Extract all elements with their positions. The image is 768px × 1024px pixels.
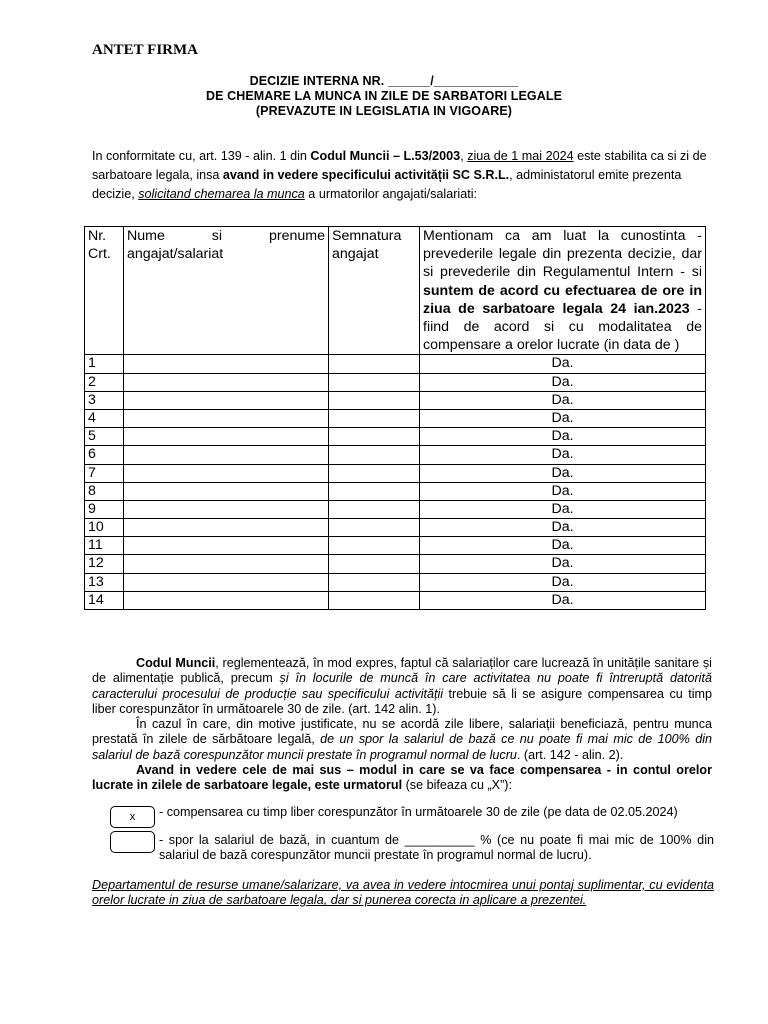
signature-cell[interactable] <box>329 482 420 500</box>
table-row <box>85 409 706 427</box>
signature-cell[interactable] <box>329 573 420 591</box>
signature-cell[interactable] <box>329 537 420 555</box>
option-salary-bonus-label: - spor la salariul de bază, in cuantum de __________ % (ce nu poate fi mai mic de 100% din salariul de bază corespunzător muncii prestate în programul normal de lucru). <box>159 833 714 863</box>
agreement-cell: Da. <box>420 555 706 573</box>
option-time-off-label: - compensarea cu timp liber corespunzător în următoarele 30 de zile (pe data de 02.05.2024) <box>159 805 678 819</box>
employee-name-cell[interactable] <box>124 464 329 482</box>
header-name: Nume si prenume angajat/salariat <box>124 227 329 355</box>
table-row <box>85 464 706 482</box>
employee-name-cell[interactable] <box>124 555 329 573</box>
table-row <box>85 573 706 591</box>
employee-name-cell[interactable] <box>124 519 329 537</box>
employees-table <box>84 226 706 610</box>
agreement-cell: Da. <box>420 409 706 427</box>
paragraph-art-142-2: În cazul în care, din motive justificate, nu se acordă zile libere, salariații beneficiază, pentru munca prestată în zilele de sărbătoare legală, de un spor la salariul de bază ce nu poate fi mai mic de 100% din salariul de bază corespunzător muncii prestate în programul normal de lucru. (art. 142 - alin. 2). <box>92 717 712 762</box>
agreement-cell: Da. <box>420 464 706 482</box>
employee-name-cell[interactable] <box>124 482 329 500</box>
row-number: 3 <box>85 391 124 409</box>
agreement-cell: Da. <box>420 573 706 591</box>
agreement-cell: Da. <box>420 537 706 555</box>
agreement-cell: Da. <box>420 591 706 609</box>
row-number: 8 <box>85 482 124 500</box>
table-row <box>85 591 706 609</box>
row-number: 10 <box>85 519 124 537</box>
hr-department-note: Departamentul de resurse umane/salarizare, va avea in vedere intocmirea unui pontaj suplimentar, cu evidenta orelor lucrate in ziua de sarbatoare legala, dar si punerea corecta in aplicare a prezentei. <box>92 878 714 908</box>
decision-title: DECIZIE INTERNA NR. ______/____________ <box>249 74 519 88</box>
employee-name-cell[interactable] <box>124 446 329 464</box>
agreement-cell: Da. <box>420 500 706 518</box>
agreement-cell: Da. <box>420 446 706 464</box>
header-signature: Semnatura angajat <box>329 227 420 355</box>
employee-name-cell[interactable] <box>124 573 329 591</box>
signature-cell[interactable] <box>329 373 420 391</box>
table-row <box>85 519 706 537</box>
agreement-cell: Da. <box>420 391 706 409</box>
signature-cell[interactable] <box>329 355 420 373</box>
table-row <box>85 446 706 464</box>
agreement-cell: Da. <box>420 519 706 537</box>
signature-cell[interactable] <box>329 519 420 537</box>
table-row <box>85 482 706 500</box>
signature-cell[interactable] <box>329 555 420 573</box>
agreement-cell: Da. <box>420 482 706 500</box>
table-row <box>85 391 706 409</box>
table-row <box>85 428 706 446</box>
signature-cell[interactable] <box>329 409 420 427</box>
row-number: 14 <box>85 591 124 609</box>
row-number: 12 <box>85 555 124 573</box>
signature-cell[interactable] <box>329 500 420 518</box>
option-time-off-checkbox[interactable]: x <box>110 806 155 828</box>
row-number: 2 <box>85 373 124 391</box>
table-row <box>85 537 706 555</box>
row-number: 11 <box>85 537 124 555</box>
row-number: 1 <box>85 355 124 373</box>
signature-cell[interactable] <box>329 591 420 609</box>
paragraph-compensation-mode: Avand in vedere cele de mai sus – modul in care se va face compensarea - in contul orelor lucrate in zilele de sarbatoare legale, este urmatorul (se bifeaza cu „X”): <box>92 763 712 793</box>
row-number: 13 <box>85 573 124 591</box>
employee-name-cell[interactable] <box>124 500 329 518</box>
decision-subtitle-note: (PREVAZUTE IN LEGISLATIA IN VIGOARE) <box>255 104 513 118</box>
company-header: ANTET FIRMA <box>92 42 198 58</box>
employee-name-cell[interactable] <box>124 409 329 427</box>
employee-name-cell[interactable] <box>124 391 329 409</box>
signature-cell[interactable] <box>329 446 420 464</box>
header-nr-crt: Nr. Crt. <box>85 227 124 355</box>
agreement-cell: Da. <box>420 373 706 391</box>
row-number: 9 <box>85 500 124 518</box>
table-row <box>85 355 706 373</box>
legal-paragraphs <box>92 656 712 794</box>
agreement-cell: Da. <box>420 355 706 373</box>
table-row <box>85 373 706 391</box>
employee-name-cell[interactable] <box>124 373 329 391</box>
row-number: 5 <box>85 428 124 446</box>
table-row <box>85 500 706 518</box>
table-header-row <box>85 227 706 355</box>
paragraph-art-142-1: Codul Muncii, reglementează, în mod expres, faptul că salariaților care lucrează în unitățile sanitare și de alimentație publică, precum și în locurile de muncă în care activitatea nu poate fi întreruptă datorită caracterului procesului de producție sau specificului activității trebuie să li se asigure compensarea cu timp liber corespunzător în următoarele 30 de zile. (art. 142 alin. 1). <box>92 656 712 716</box>
employee-name-cell[interactable] <box>124 537 329 555</box>
header-acknowledgement: Mentionam ca am luat la cunostinta - prevederile legale din prezenta decizie, dar si prevederile din Regulamentul Intern - si suntem de acord cu efectuarea de ore in ziua de sarbatoare legala 24 ian.2023 - fiind de acord si cu modalitatea de compensare a orelor lucrate (in data de ) <box>420 227 706 355</box>
signature-cell[interactable] <box>329 428 420 446</box>
row-number: 7 <box>85 464 124 482</box>
intro-paragraph: In conformitate cu, art. 139 - alin. 1 din Codul Muncii – L.53/2003, ziua de 1 mai 2024 este stabilita ca si zi de sarbatoare legala, insa avand in vedere specificului activității SC S.R.L., administatorul emite prezenta decizie, solicitand chemarea la munca a urmatorilor angajati/salariati: <box>92 149 707 201</box>
signature-cell[interactable] <box>329 464 420 482</box>
agreement-cell: Da. <box>420 428 706 446</box>
row-number: 4 <box>85 409 124 427</box>
table-row <box>85 555 706 573</box>
decision-subtitle: DE CHEMARE LA MUNCA IN ZILE DE SARBATORI LEGALE <box>205 89 563 103</box>
employee-name-cell[interactable] <box>124 591 329 609</box>
signature-cell[interactable] <box>329 391 420 409</box>
employee-name-cell[interactable] <box>124 355 329 373</box>
option-salary-bonus-checkbox[interactable] <box>110 831 155 853</box>
row-number: 6 <box>85 446 124 464</box>
employee-name-cell[interactable] <box>124 428 329 446</box>
